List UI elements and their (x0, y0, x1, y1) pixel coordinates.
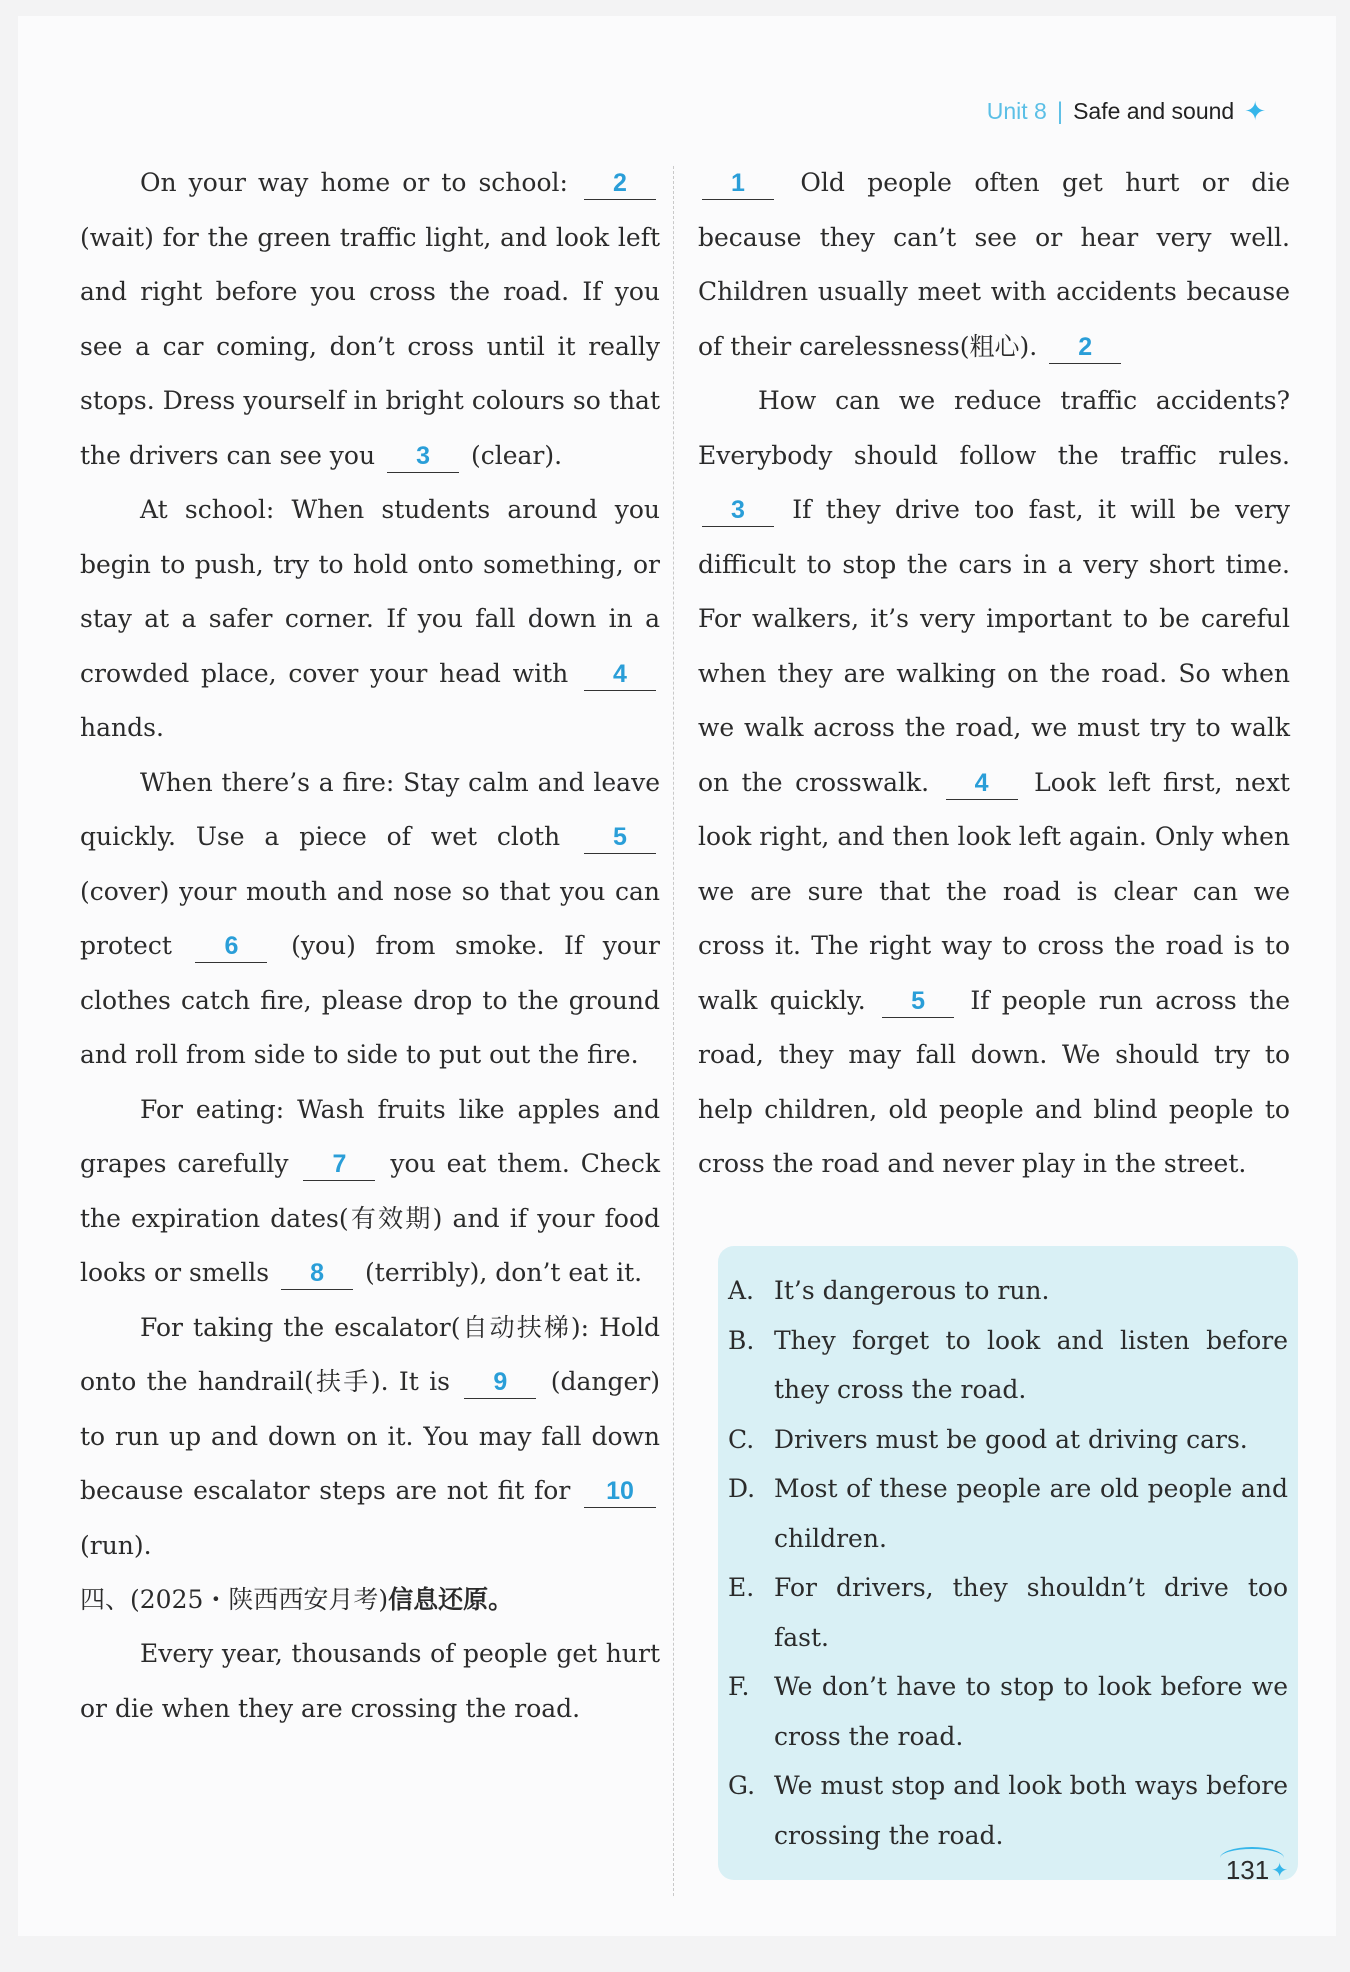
option-item[interactable]: B. They forget to look and listen before they cross the road. (728, 1325, 1288, 1404)
option-item[interactable]: C. Drivers must be good at driving cars. (728, 1424, 1248, 1454)
answer-blank[interactable]: 7 (303, 1148, 375, 1181)
page-number-arc (1220, 1847, 1284, 1869)
unit-title: Safe and sound (1073, 98, 1235, 124)
unit-label: Unit 8 (986, 98, 1047, 124)
paragraph-way-home: On your way home or to school: 2 (wait) for the green traffic light, and look left and right before you cross the road. If you see a car coming, don’t cross until it really stops. Dress yourself in bright colours so that the drivers can see you 3 (clear). (80, 156, 660, 483)
header-separator: | (1056, 97, 1064, 125)
paragraph-fire: When there’s a fire: Stay calm and leave quickly. Use a piece of wet cloth 5 (cover) your mouth and nose so that you can protect 6 (you) from smoke. If your clothes catch fire, please drop to the ground and roll from side to side to put out the fire. (80, 767, 660, 1069)
sparkle-icon: ✦ (1244, 96, 1266, 126)
right-column (698, 156, 1290, 1192)
paragraph-escalator: For taking the escalator(自动扶梯): Hold onto the handrail(扶手). It is 9 (danger) to run up and down on it. You may fall down because escalator steps are not fit for 10 (run). (80, 1312, 660, 1560)
option-item[interactable]: D. Most of these people are old people and children. (728, 1474, 1288, 1553)
paragraph-eating: For eating: Wash fruits like apples and grapes carefully 7 you eat them. Check the expiration dates(有效期) and if your food looks or smells 8 (terribly), don’t eat it. (80, 1083, 660, 1301)
left-column (80, 156, 660, 1736)
page-header (987, 96, 1266, 127)
answer-blank[interactable]: 3 (702, 494, 774, 527)
answer-blank[interactable]: 2 (1049, 331, 1121, 364)
paragraph-old-people: 1 Old people often get hurt or die because they can’t see or hear very well. Children usually meet with accidents because of their carelessness(粗心). 2 (698, 156, 1290, 374)
paragraph-at-school: At school: When students around you begin to push, try to hold onto something, or stay at a safer corner. If you fall down in a crowded place, cover your head with 4 hands. (80, 495, 660, 742)
answer-blank[interactable]: 3 (387, 440, 459, 473)
answer-blank[interactable]: 9 (464, 1366, 536, 1399)
page-number: 131 ✦ (1226, 1855, 1288, 1886)
answer-blank[interactable]: 5 (584, 821, 656, 854)
answer-blank[interactable]: 2 (584, 167, 656, 200)
answer-blank[interactable]: 8 (281, 1257, 353, 1290)
option-item[interactable]: F. We don’t have to stop to look before we cross the road. (728, 1672, 1288, 1751)
column-divider (673, 166, 674, 1896)
paragraph-intro: Every year, thousands of people get hurt or die when they are crossing the road. (80, 1639, 660, 1723)
answer-blank[interactable]: 6 (195, 930, 267, 963)
option-item[interactable]: E. For drivers, they shouldn’t drive too fast. (728, 1573, 1288, 1652)
answer-blank[interactable]: 4 (584, 658, 656, 691)
sparkle-icon: ✦ (1271, 1860, 1288, 1882)
section-heading: 四、(2025・陕西西安月考)信息还原。 (80, 1585, 514, 1614)
answer-blank[interactable]: 4 (946, 767, 1018, 800)
option-item[interactable]: A. It’s dangerous to run. (728, 1276, 1050, 1305)
answer-blank[interactable]: 10 (584, 1475, 656, 1508)
answer-blank[interactable]: 1 (702, 167, 774, 200)
textbook-page (18, 16, 1336, 1936)
answer-blank[interactable]: 5 (882, 985, 954, 1018)
option-item[interactable]: G. We must stop and look both ways before crossing the road. (728, 1771, 1288, 1850)
options-box (718, 1246, 1298, 1880)
paragraph-reduce-accidents: How can we reduce traffic accidents? Everybody should follow the traffic rules. 3 If they drive too fast, it will be very difficult to stop the cars in a very short time. For walkers, it’s very important to be careful when they are walking on the road. So when we walk across the road, we must try to walk on the crosswalk. 4 Look left first, next look right, and then look left again. Only when we are sure that the road is clear can we cross it. The right way to cross the road is to walk quickly. 5 If people run across the road, they may fall down. We should try to help children, old people and blind people to cross the road and never play in the street. (698, 386, 1291, 1178)
